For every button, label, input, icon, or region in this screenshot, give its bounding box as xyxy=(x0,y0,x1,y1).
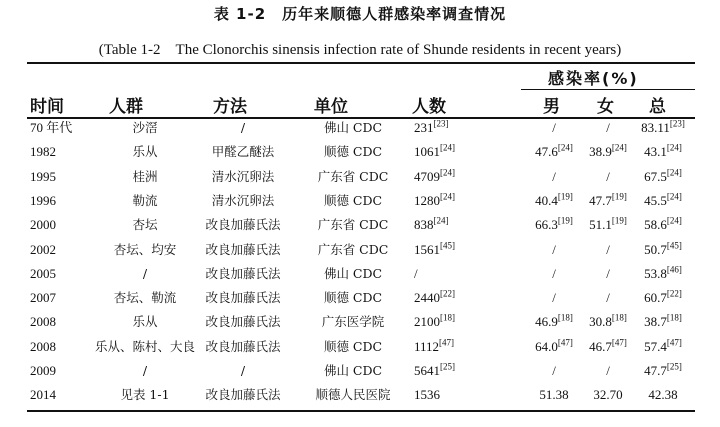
cell-total-value: 47.7 xyxy=(644,363,667,378)
cell-group-value: 桂洲 xyxy=(132,168,158,184)
header-population: 人群 xyxy=(109,97,143,117)
citation-ref: [47] xyxy=(439,337,455,348)
cell-year-value: 2009 xyxy=(30,363,56,378)
cell-num-value: / xyxy=(414,265,418,281)
cell-female-value: 47.7 xyxy=(589,192,612,208)
cell-year xyxy=(30,362,56,380)
cell-total-value: 45.5 xyxy=(644,192,667,208)
cell-year-value: 2002 xyxy=(30,241,56,257)
cell-unit-value: 佛山 CDC xyxy=(323,363,383,378)
citation-ref: [24] xyxy=(666,142,682,153)
cell-method xyxy=(188,386,298,404)
citation-ref: [23] xyxy=(433,118,449,129)
cell-female-value: 51.1 xyxy=(589,217,612,233)
cell-method-value: 清水沉卵法 xyxy=(211,192,275,208)
citation-ref: [22] xyxy=(666,288,682,299)
citation-ref: [18] xyxy=(666,313,682,324)
cell-unit-value: 佛山 CDC xyxy=(323,120,383,135)
cell-method-value: 改良加藤氏法 xyxy=(205,314,281,330)
cell-num xyxy=(414,386,440,404)
cell-female-value: 46.7 xyxy=(589,338,612,354)
table-row xyxy=(0,313,720,339)
cell-total xyxy=(633,362,693,380)
cell-year xyxy=(30,313,56,331)
cell-female-value: / xyxy=(606,241,610,257)
infection-rate-group-header: 感染率(%) xyxy=(548,69,639,88)
cell-unit xyxy=(301,265,405,283)
table-row xyxy=(0,386,720,412)
citation-ref: [24] xyxy=(611,142,627,153)
table-bottom-rule xyxy=(27,410,695,412)
cell-method xyxy=(188,313,298,331)
cell-male-value: / xyxy=(552,120,556,135)
citation-ref: [18] xyxy=(557,313,573,324)
cell-year xyxy=(30,386,56,404)
cell-method-value: 改良加藤氏法 xyxy=(205,290,281,306)
cell-year-value: 2007 xyxy=(30,290,56,306)
cell-method-value: 改良加藤氏法 xyxy=(205,241,281,257)
cell-group-value: 勒流 xyxy=(132,192,158,208)
cell-total xyxy=(633,241,693,259)
cell-num xyxy=(414,338,454,356)
citation-ref: [18] xyxy=(611,313,627,324)
cell-female-value: 30.8 xyxy=(589,314,612,330)
cell-group xyxy=(90,265,200,283)
cell-female xyxy=(584,362,632,380)
header-time: 时间 xyxy=(30,97,64,117)
cell-method xyxy=(188,289,298,307)
cell-total-value: 83.11 xyxy=(641,120,670,135)
citation-ref: [24] xyxy=(666,167,682,178)
citation-ref: [24] xyxy=(440,142,455,153)
cell-group xyxy=(90,119,200,137)
table-top-rule xyxy=(27,62,695,64)
cell-unit xyxy=(301,216,405,234)
cell-year xyxy=(30,338,56,356)
cell-female-value: / xyxy=(606,290,610,306)
cell-year xyxy=(30,216,56,234)
cell-male-value: 40.4 xyxy=(535,192,558,208)
cell-num-value: 2100 xyxy=(414,314,440,330)
cell-female xyxy=(584,216,632,234)
cell-male-value: 47.6 xyxy=(535,144,558,160)
cell-year-value: 1996 xyxy=(30,192,56,208)
cell-total xyxy=(633,143,693,161)
cell-male xyxy=(528,265,580,283)
cell-method-value: / xyxy=(240,120,246,135)
header-female: 女 xyxy=(597,97,614,117)
cell-total xyxy=(633,289,693,307)
cell-male-value: / xyxy=(552,241,556,257)
cell-female-value: 38.9 xyxy=(589,144,612,160)
cell-year xyxy=(30,265,56,283)
cell-total xyxy=(633,119,693,137)
cell-group-value: 见表 1-1 xyxy=(120,387,170,403)
cell-group-value: 乐从 xyxy=(132,314,158,330)
cell-unit-value: 顺德人民医院 xyxy=(315,387,391,403)
header-unit: 单位 xyxy=(314,97,348,117)
citation-ref: [19] xyxy=(557,215,573,226)
cell-unit-value: 顺德 CDC xyxy=(323,144,383,160)
cell-total-value: 58.6 xyxy=(644,217,667,233)
cell-male xyxy=(528,241,580,259)
cell-num xyxy=(414,362,455,380)
citation-ref: [45] xyxy=(666,240,682,251)
cell-year-value: 2000 xyxy=(30,217,56,233)
cell-male xyxy=(528,362,580,380)
citation-ref: [25] xyxy=(440,361,455,372)
cell-method-value: 清水沉卵法 xyxy=(211,168,275,184)
cell-group xyxy=(90,386,200,404)
cell-female-value: 32.70 xyxy=(593,387,623,403)
cell-male-value: 51.38 xyxy=(539,387,569,403)
cell-group xyxy=(90,168,200,186)
cell-unit-value: 广东省 CDC xyxy=(317,241,389,257)
cell-year xyxy=(30,241,56,259)
cell-unit xyxy=(301,143,405,161)
cell-group-value: 乐从、陈村、大良 xyxy=(94,338,195,354)
cell-num-value: 1280 xyxy=(414,192,440,208)
cell-female xyxy=(584,168,632,186)
cell-male xyxy=(528,289,580,307)
cell-group-value: 杏坛、勒流 xyxy=(113,290,177,306)
cell-group-value: 杏坛、均安 xyxy=(113,241,177,257)
citation-ref: [24] xyxy=(666,215,682,226)
group-header-underline xyxy=(521,89,695,90)
cell-method-value: 改良加藤氏法 xyxy=(205,217,281,233)
cell-unit-value: 广东省 CDC xyxy=(317,217,389,233)
cell-num xyxy=(414,143,455,161)
table-caption-chinese: 表 1-2 历年来顺德人群感染率调查情况 xyxy=(213,5,507,23)
cell-group-value: / xyxy=(142,265,148,281)
cell-unit xyxy=(301,313,405,331)
cell-unit xyxy=(301,192,405,210)
citation-ref: [24] xyxy=(557,142,573,153)
cell-num xyxy=(414,265,418,283)
cell-method xyxy=(188,192,298,210)
cell-female-value: / xyxy=(606,120,610,135)
cell-method xyxy=(188,119,298,137)
cell-male xyxy=(528,143,580,161)
cell-group-value: 杏坛 xyxy=(132,217,158,233)
cell-total xyxy=(633,386,693,404)
cell-total-value: 43.1 xyxy=(644,144,667,160)
cell-female xyxy=(584,241,632,259)
citation-ref: [47] xyxy=(666,337,682,348)
cell-num xyxy=(414,168,455,186)
cell-num xyxy=(414,241,455,259)
cell-male-value: 66.3 xyxy=(535,217,558,233)
cell-female xyxy=(584,289,632,307)
cell-female xyxy=(584,313,632,331)
cell-group-value: 沙滘 xyxy=(132,120,158,135)
cell-total-value: 38.7 xyxy=(644,314,667,330)
cell-year xyxy=(30,192,56,210)
cell-total xyxy=(633,313,693,331)
cell-year-value: 2014 xyxy=(30,387,56,403)
cell-male-value: 46.9 xyxy=(535,314,558,330)
cell-female-value: / xyxy=(606,265,610,281)
cell-method-value: 甲醛乙醚法 xyxy=(211,144,275,160)
cell-method-value: 改良加藤氏法 xyxy=(205,387,281,403)
header-count: 人数 xyxy=(412,97,446,117)
cell-female xyxy=(584,338,632,356)
citation-ref: [25] xyxy=(666,361,682,372)
cell-num xyxy=(414,192,455,210)
cell-group-value: 乐从 xyxy=(132,144,158,160)
cell-total xyxy=(633,192,693,210)
cell-group xyxy=(90,289,200,307)
cell-unit xyxy=(301,386,405,404)
table-row xyxy=(0,289,720,315)
cell-num-value: 838 xyxy=(414,217,434,233)
cell-method xyxy=(188,338,298,356)
cell-method xyxy=(188,362,298,380)
cell-year-value: 1982 xyxy=(30,144,56,160)
cell-year-value: 2008 xyxy=(30,338,56,354)
cell-num xyxy=(414,119,449,137)
cell-method-value: 改良加藤氏法 xyxy=(205,265,281,281)
cell-male xyxy=(528,192,580,210)
cell-male xyxy=(528,168,580,186)
cell-year xyxy=(30,289,56,307)
cell-num xyxy=(414,313,455,331)
cell-male-value: 64.0 xyxy=(535,338,558,354)
cell-male xyxy=(528,338,580,356)
cell-male xyxy=(528,386,580,404)
citation-ref: [19] xyxy=(611,191,627,202)
cell-total-value: 67.5 xyxy=(644,168,667,184)
cell-year xyxy=(30,168,56,186)
cell-unit-value: 广东医学院 xyxy=(321,314,385,330)
cell-group xyxy=(90,241,200,259)
citation-ref: [47] xyxy=(557,337,573,348)
cell-group xyxy=(90,192,200,210)
cell-total-value: 42.38 xyxy=(648,387,678,403)
cell-num-value: 1561 xyxy=(414,241,440,257)
cell-total xyxy=(633,265,693,283)
cell-unit-value: 佛山 CDC xyxy=(323,265,383,281)
cell-male-value: / xyxy=(552,265,556,281)
cell-method xyxy=(188,216,298,234)
cell-num-value: 1536 xyxy=(414,387,440,403)
cell-female xyxy=(584,119,632,137)
cell-unit-value: 顺德 CDC xyxy=(323,290,383,306)
cell-male-value: / xyxy=(552,168,556,184)
cell-male xyxy=(528,119,580,137)
cell-male-value: / xyxy=(552,363,556,378)
cell-male xyxy=(528,216,580,234)
table-row xyxy=(0,216,720,242)
cell-group xyxy=(90,313,200,331)
cell-female xyxy=(584,192,632,210)
cell-unit xyxy=(301,241,405,259)
cell-unit-value: 广东省 CDC xyxy=(317,168,389,184)
cell-year xyxy=(30,143,56,161)
cell-group xyxy=(90,338,200,356)
cell-female-value: / xyxy=(606,168,610,184)
cell-year xyxy=(30,119,72,137)
cell-female-value: / xyxy=(606,363,610,378)
cell-unit xyxy=(301,338,405,356)
cell-method xyxy=(188,241,298,259)
cell-num-value: 5641 xyxy=(414,363,440,378)
citation-ref: [19] xyxy=(557,191,573,202)
cell-unit xyxy=(301,362,405,380)
citation-ref: [47] xyxy=(611,337,627,348)
citation-ref: [24] xyxy=(666,191,682,202)
cell-method xyxy=(188,143,298,161)
citation-ref: [45] xyxy=(440,240,455,251)
cell-group-value: / xyxy=(142,363,148,378)
citation-ref: [23] xyxy=(669,118,685,129)
cell-unit-value: 顺德 CDC xyxy=(323,192,383,208)
cell-male xyxy=(528,313,580,331)
table-row xyxy=(0,362,720,388)
citation-ref: [18] xyxy=(440,313,455,324)
cell-year-value: 1995 xyxy=(30,168,56,184)
cell-unit xyxy=(301,289,405,307)
cell-num-value: 2440 xyxy=(414,290,440,306)
table-caption-english: (Table 1-2 The Clonorchis sinensis infection rate of Shunde residents in recent years) xyxy=(98,42,622,58)
cell-total-value: 50.7 xyxy=(644,241,667,257)
table-row xyxy=(0,143,720,169)
cell-group xyxy=(90,216,200,234)
table-row xyxy=(0,168,720,194)
cell-year-value: 2005 xyxy=(30,265,56,281)
citation-ref: [22] xyxy=(440,288,455,299)
cell-unit-value: 顺德 CDC xyxy=(323,338,383,354)
cell-unit xyxy=(301,168,405,186)
cell-female xyxy=(584,386,632,404)
cell-year-value: 2008 xyxy=(30,314,56,330)
header-method: 方法 xyxy=(213,97,247,117)
cell-group xyxy=(90,362,200,380)
cell-total-value: 57.4 xyxy=(644,338,667,354)
cell-num-value: 1112 xyxy=(414,338,440,354)
cell-num-value: 231 xyxy=(414,120,434,135)
cell-total-value: 53.8 xyxy=(644,265,667,281)
cell-num xyxy=(414,216,449,234)
table-row xyxy=(0,338,720,364)
header-total: 总 xyxy=(649,97,666,117)
cell-total xyxy=(633,338,693,356)
cell-female xyxy=(584,143,632,161)
citation-ref: [24] xyxy=(440,167,455,178)
cell-male-value: / xyxy=(552,290,556,306)
citation-ref: [19] xyxy=(611,215,627,226)
cell-female xyxy=(584,265,632,283)
table-row xyxy=(0,192,720,218)
cell-num-value: 4709 xyxy=(414,168,440,184)
cell-method-value: 改良加藤氏法 xyxy=(205,338,281,354)
cell-method xyxy=(188,265,298,283)
cell-total-value: 60.7 xyxy=(644,290,667,306)
cell-year-value: 70 年代 xyxy=(30,120,73,135)
cell-unit xyxy=(301,119,405,137)
header-male: 男 xyxy=(543,97,560,117)
table-row xyxy=(0,241,720,267)
cell-method-value: / xyxy=(240,363,246,378)
cell-num xyxy=(414,289,455,307)
table-row xyxy=(0,265,720,291)
cell-num-value: 1061 xyxy=(414,144,440,160)
cell-group xyxy=(90,143,200,161)
cell-total xyxy=(633,168,693,186)
cell-total xyxy=(633,216,693,234)
table-row xyxy=(0,119,720,145)
cell-method xyxy=(188,168,298,186)
citation-ref: [24] xyxy=(433,215,449,226)
citation-ref: [46] xyxy=(666,264,682,275)
citation-ref: [24] xyxy=(440,191,455,202)
